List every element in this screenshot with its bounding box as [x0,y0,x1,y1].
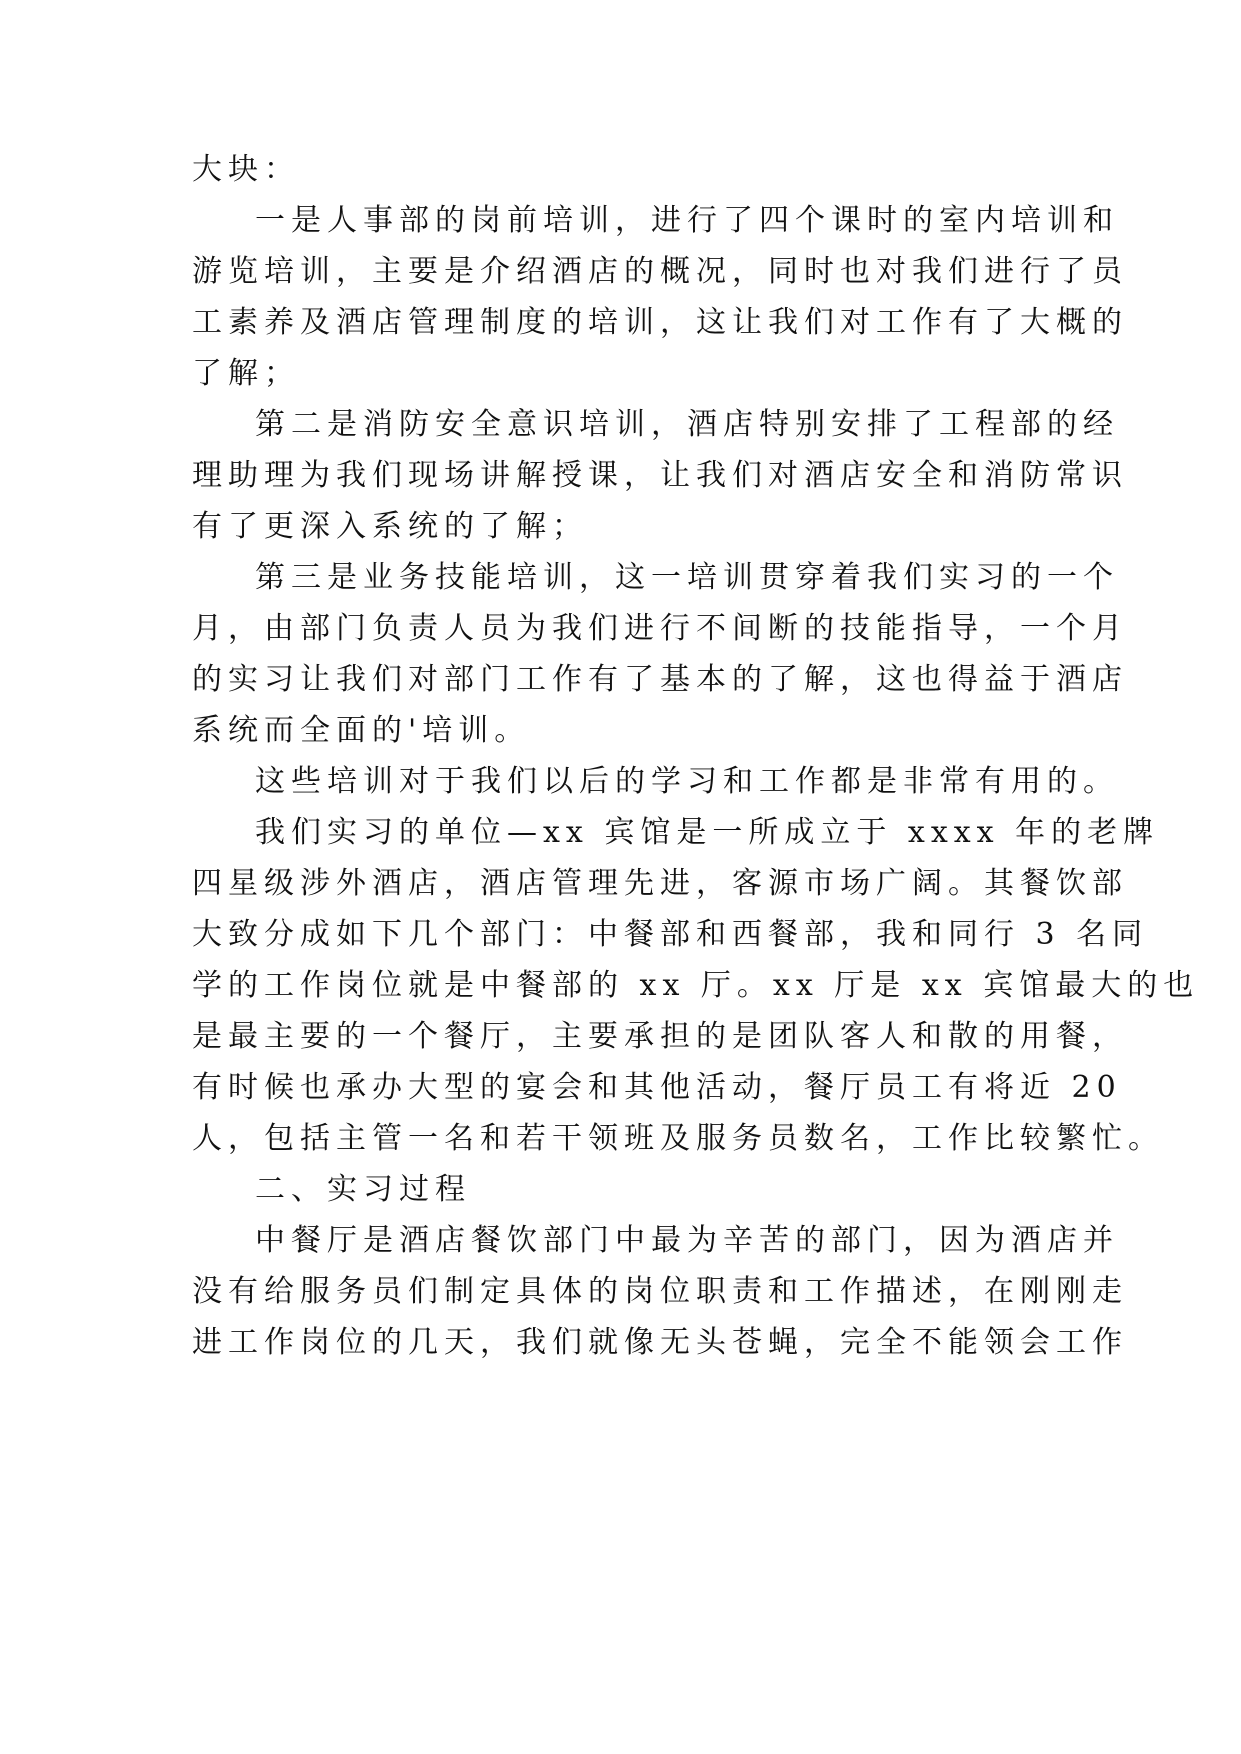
text-line: 了解； [192,356,300,391]
text-line: 大块： [192,152,300,187]
text-line: 进工作岗位的几天，我们就像无头苍蝇，完全不能领会工作 [192,1325,1128,1360]
text-line: 大致分成如下几个部门：中餐部和西餐部，我和同行 3 名同 [192,917,1149,952]
text-line: 人，包括主管一名和若干领班及服务员数名，工作比较繁忙。 [192,1121,1164,1156]
text-line: 系统而全面的'培训。 [192,713,531,748]
text-line: 理助理为我们现场讲解授课，让我们对酒店安全和消防常识 [192,458,1128,493]
paragraph-line: 一是人事部的岗前培训，进行了四个课时的室内培训和 [255,203,1119,238]
paragraph-line: 第三是业务技能培训，这一培训贯穿着我们实习的一个 [255,560,1119,595]
paragraph-line: 这些培训对于我们以后的学习和工作都是非常有用的。 [255,764,1119,799]
text-line: 没有给服务员们制定具体的岗位职责和工作描述，在刚刚走 [192,1274,1128,1309]
section-heading: 二、实习过程 [255,1172,471,1207]
text-line: 学的工作岗位就是中餐部的 xx 厅。xx 厅是 xx 宾馆最大的也 [192,968,1200,1003]
paragraph-line: 中餐厅是酒店餐饮部门中最为辛苦的部门，因为酒店并 [255,1223,1119,1258]
text-line: 是最主要的一个餐厅，主要承担的是团队客人和散的用餐， [192,1019,1128,1054]
text-line: 游览培训，主要是介绍酒店的概况，同时也对我们进行了员 [192,254,1128,289]
text-line: 四星级涉外酒店，酒店管理先进，客源市场广阔。其餐饮部 [192,866,1128,901]
paragraph-line: 第二是消防安全意识培训，酒店特别安排了工程部的经 [255,407,1119,442]
text-line: 有了更深入系统的了解； [192,509,588,544]
paragraph-line: 我们实习的单位—xx 宾馆是一所成立于 xxxx 年的老牌 [255,815,1160,850]
text-line: 的实习让我们对部门工作有了基本的了解，这也得益于酒店 [192,662,1128,697]
text-line: 月，由部门负责人员为我们进行不间断的技能指导，一个月 [192,611,1128,646]
text-line: 工素养及酒店管理制度的培训，这让我们对工作有了大概的 [192,305,1128,340]
text-line: 有时候也承办大型的宴会和其他活动，餐厅员工有将近 20 [192,1070,1122,1105]
